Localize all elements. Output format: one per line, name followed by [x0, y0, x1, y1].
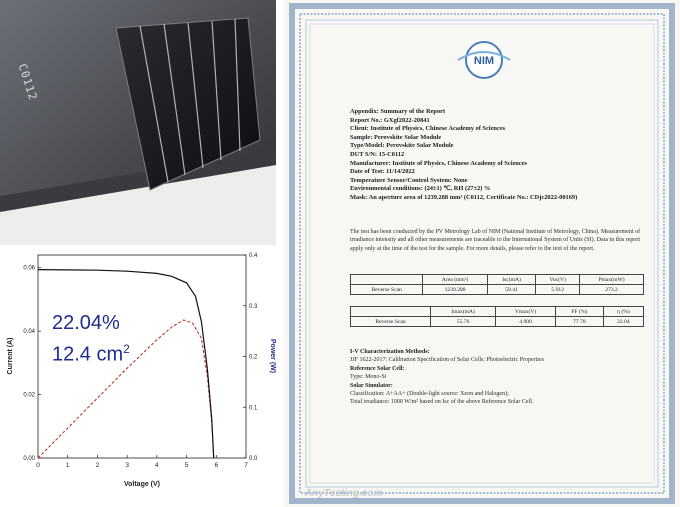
table-header-row [351, 307, 644, 317]
table-header-cell: Vmax(V) [496, 307, 556, 317]
y-right-tick-label: 0.1 [249, 405, 258, 412]
x-tick-label: 6 [214, 462, 219, 469]
table-cell: 1239.288 [423, 285, 487, 295]
summary-line: Report No.: GXgf2022-20841 [350, 116, 430, 124]
x-tick-label: 7 [244, 462, 248, 469]
simulator-irradiance: Total irradiance: 1000 W/m² based on Isc of the above Reference Solar Cell. [350, 399, 534, 406]
summary-line: Environmental conditions: (24±1) ℃, RH (27±2) % [350, 185, 491, 193]
table-row [351, 285, 644, 295]
summary-line: Sample: Perovskite Solar Module [350, 133, 442, 141]
table-cell: Reverse Scan [351, 317, 431, 327]
watermark: AnyTesting.com [305, 488, 383, 499]
iv-methods-spec: JJF 1622-2017: Calibration Specification of Solar Cells: Photoelectric Properties [350, 357, 544, 364]
test-certificate [284, 0, 680, 507]
y-axis-label-left: Current (A) [7, 337, 14, 375]
power-series-line [38, 320, 214, 458]
area-exponent: 2 [123, 342, 130, 356]
summary-line: Appendix: Summary of the Report [350, 108, 446, 115]
summary-line: DUT S/N: 15-C0112 [350, 150, 405, 158]
y-right-tick-label: 0.2 [249, 354, 258, 361]
x-tick-label: 4 [155, 462, 159, 469]
test-statement: The test has been conducted by the PV Metrology Lab of NIM (National Institute of Metrology, China). Measurement of irradiance intensity and all other measurements are traceable to the International System of Units (SI). Data in this report apply only at the time of the test for the sample. For more details, please refer to the text of the report. [350, 229, 641, 252]
simulator-classification: Classification: A+AA+ (Double-light source: Xeon and Halogen); [350, 391, 509, 398]
simulator-title: Solar Simulator: [350, 382, 393, 389]
y-left-tick-label: 0.06 [23, 265, 35, 272]
summary-line: Mask: An aperture area of 1239.288 mm² (C0112, Certificate No.: CDjc2022-00169) [350, 193, 578, 201]
module-id-label: C0112 [15, 62, 40, 103]
y-axis-label-right: Power (W) [269, 338, 276, 374]
module-photo [0, 0, 276, 245]
iv-chart [0, 248, 276, 507]
area-value: 12.4 cm [52, 343, 124, 366]
table-header-cell [351, 275, 423, 285]
x-axis-label: Voltage (V) [123, 481, 161, 488]
report-summary-header [350, 108, 650, 203]
table-header-cell: Area (mm²) [423, 275, 487, 285]
table-cell: 4.900 [496, 317, 556, 327]
table-cell: 273.2 [580, 285, 644, 295]
summary-line: Date of Test: 11/14/2022 [350, 168, 415, 176]
y-right-tick-label: 0.3 [249, 303, 258, 310]
results-table-2 [350, 306, 644, 327]
table-cell: 55.76 [431, 317, 496, 327]
reference-cell-title: Reference Solar Cell: [350, 365, 405, 372]
iv-chart-svg [0, 248, 276, 507]
nim-logo [452, 40, 516, 80]
logo-text: NIM [473, 55, 495, 67]
table-header-cell: Pmax(mW) [580, 275, 644, 285]
iv-methods-title: I-V Characterization Methods: [350, 349, 430, 355]
table-row [351, 317, 644, 327]
y-left-tick-label: 0.04 [23, 329, 35, 336]
summary-line: Client: Institute of Physics, Chinese Academy of Sciences [350, 125, 506, 133]
table-cell: 5.912 [536, 285, 580, 295]
table-header-cell: Isc(mA) [487, 275, 536, 285]
table-header-cell: Voc(V) [536, 275, 580, 285]
summary-line: Type/Model: Perovskite Solar Module [350, 142, 454, 150]
table-header-row [351, 275, 644, 285]
y-right-tick-label: 0.4 [249, 253, 258, 259]
table-cell: 77.78 [556, 317, 604, 327]
table-header-cell: FF (%) [556, 307, 604, 317]
x-tick-label: 2 [95, 462, 100, 469]
table-cell: Reverse Scan [351, 285, 423, 295]
x-tick-label: 5 [184, 462, 189, 469]
summary-line: Temperature Sensor/Control System: None [350, 176, 468, 184]
efficiency-label: 22.04% [52, 312, 120, 334]
table-header-cell [351, 307, 431, 317]
table-cell: 22.04 [603, 317, 643, 327]
table-header-cell: η (%) [603, 307, 643, 317]
module-photo-graphic [0, 0, 276, 245]
area-label [52, 342, 130, 367]
reference-cell-type: Type: Mono-Si [350, 374, 387, 381]
y-left-tick-label: 0.00 [23, 456, 35, 462]
x-tick-label: 3 [125, 462, 129, 469]
x-tick-label: 0 [36, 462, 40, 469]
table-header-cell: Imax(mA) [431, 307, 496, 317]
results-table-1 [350, 274, 644, 295]
y-left-tick-label: 0.02 [23, 392, 35, 399]
x-tick-label: 1 [65, 462, 70, 469]
summary-line: Manufacturer: Institute of Physics, Chinese Academy of Sciences [350, 159, 528, 167]
iv-methods-section [350, 348, 650, 407]
y-right-tick-label: 0.0 [249, 456, 258, 462]
table-cell: 59.41 [487, 285, 536, 295]
